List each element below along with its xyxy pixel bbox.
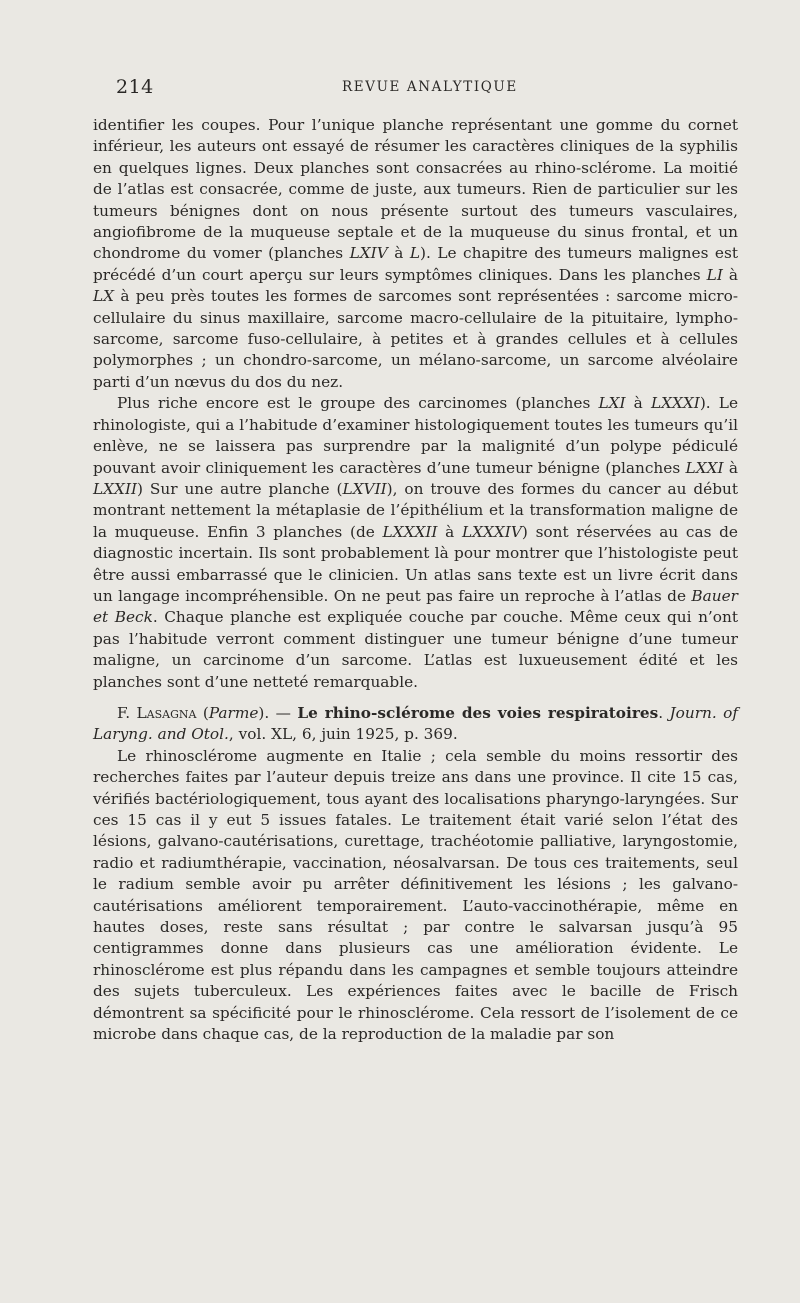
journal-name: Journ. of Laryng. and Otol. [93,703,738,744]
running-head: REVUE ANALYTIQUE [342,79,518,95]
text-run: à [437,522,462,541]
text-run: à [723,458,738,477]
plate-ref: LXXII [93,479,138,498]
plate-ref: LXIV [349,244,388,263]
plate-ref: LXXXII [382,522,438,541]
paragraph-atlas-tumors [93,115,738,393]
paragraph-carcinomas [93,393,738,693]
plate-ref: LXVII [342,479,387,498]
author-initial: F. [117,703,137,722]
article-title: Le rhino-sclérome des voies respiratoires [297,703,659,722]
text-run: ) sont réservées au cas de diagnostic incertain. Ils sont probablement là pour montrer que l’histologiste peut être aussi embarrassé que le clinicien. Un atlas sans texte est un livre écrit dans un langage incompréhensible. On ne peut pas faire un reproche à l’atlas de [93,522,738,605]
text-run: . Chaque planche est expliquée couche par couche. Même ceux qui n’ont pas l’habitude verront comment distinguer une tumeur bénigne d’une tumeur maligne, un carcinome d’un sarcome. L’atlas est luxueusement édité et les planches sont d’une netteté remarquable. [93,608,738,691]
author-city: Parme [208,703,259,722]
paragraph-rhinoscleroma-summary: Le rhinosclérome augmente en Italie ; cela semble du moins ressortir des recherches faites par l’auteur depuis treize ans dans une province. Il cite 15 cas, vérifiés bactériologiquement, tous ayant des localisations pharyngo-laryngées. Sur ces 15 cas il y eut 5 issues fatales. Le traitement était varié selon l’état des lésions, galvano-cautérisations, curettage, trachéotomie palliative, laryngostomie, radio et radiumthérapie, vaccination, néosalvarsan. De tous ces traitements, seul le radium semble avoir pu arrêter définitivement les lésions ; les galvano-cautérisations améliorent temporairement. L’auto-vaccinothérapie, même en hautes doses, reste sans résultat ; par contre le salvarsan jusqu’à 95 centigrammes donne dans plusieurs cas une amélioration évidente. Le rhinosclérome est plus répandu dans les campagnes et semble toujours atteindre des sujets tuberculeux. Les expériences faites avec le bacille de Frisch démontrent sa spécificité pour le rhinosclérome. Cela ressort de l’isolement de ce microbe dans chaque cas, de la reproduction de la maladie par son [93,746,738,1044]
plate-ref: LXXXI [650,394,700,413]
text-run: à [625,394,651,413]
text-run: ). Le chapitre des tumeurs malignes est précédé d’un court aperçu sur leurs symptômes cliniques. Dans les planches [93,244,738,284]
text-run: identifier les coupes. Pour l’unique planche représentant une gomme du cornet inférieur, les auteurs ont essayé de résumer les caractères cliniques de la syphilis en quelques lignes. Deux planches sont consacrées au rhino-sclérome. La moitié de l’atlas est consacrée, comme de juste, aux tumeurs. Rien de particulier sur les tumeurs bénignes dont on nous présente surtout des tumeurs vasculaires, angiofibrome de la muqueuse septale et de la muqueuse du sinus frontal, et un chondrome du vomer (planches [93,116,738,263]
text-run: ( [196,703,209,722]
text-run: Plus riche encore est le groupe des carcinomes (planches [117,394,599,413]
page-body [93,115,738,1045]
plate-ref: L [409,244,421,263]
citation-entry [93,703,738,746]
text-run: ), on trouve des formes du cancer au début montrant nettement la métaplasie de l’épithélium et la transformation maligne de la muqueuse. Enfin 3 planches (de [93,479,738,541]
text-run: à peu près toutes les formes de sarcomes sont représentées : sarcome micro-cellulaire du sinus maxillaire, sarcome macro-cellulaire de la pituitaire, lympho-sarcome, sarcome fuso-cellulaire, à petites et à grandes cellules et à cellules polymorphes ; un chondro-sarcome, un mélano-sarcome, un sarcome alvéolaire parti d’un nœvus du dos du nez. [93,287,738,391]
text-run: à [387,244,410,263]
plate-ref: LI [706,265,723,284]
page-number: 214 [116,76,154,98]
citation-details: , vol. XL, 6, juin 1925, p. 369. [228,725,458,744]
text-run: ) Sur une autre planche ( [137,479,343,498]
text-run: ). Le rhinologiste, qui a l’habitude d’examiner histologiquement toutes les tumeurs qu’il enlève, ne se laissera pas surprendre par la malignité d’un polype pédiculé pouvant avoir cliniquement les caractères d’une tumeur bénigne (planches [93,394,738,477]
author-name: Lasagna [136,703,197,722]
plate-ref: LX [93,287,115,306]
text-run: . [658,703,670,722]
plate-ref: LXXXIV [461,522,522,541]
text-run: ). — [258,703,298,722]
author-ref: Bauer et Beck [93,586,738,627]
page-header [116,76,730,100]
text-run: à [722,265,738,284]
plate-ref: LXXI [685,458,724,477]
plate-ref: LXI [598,394,626,413]
